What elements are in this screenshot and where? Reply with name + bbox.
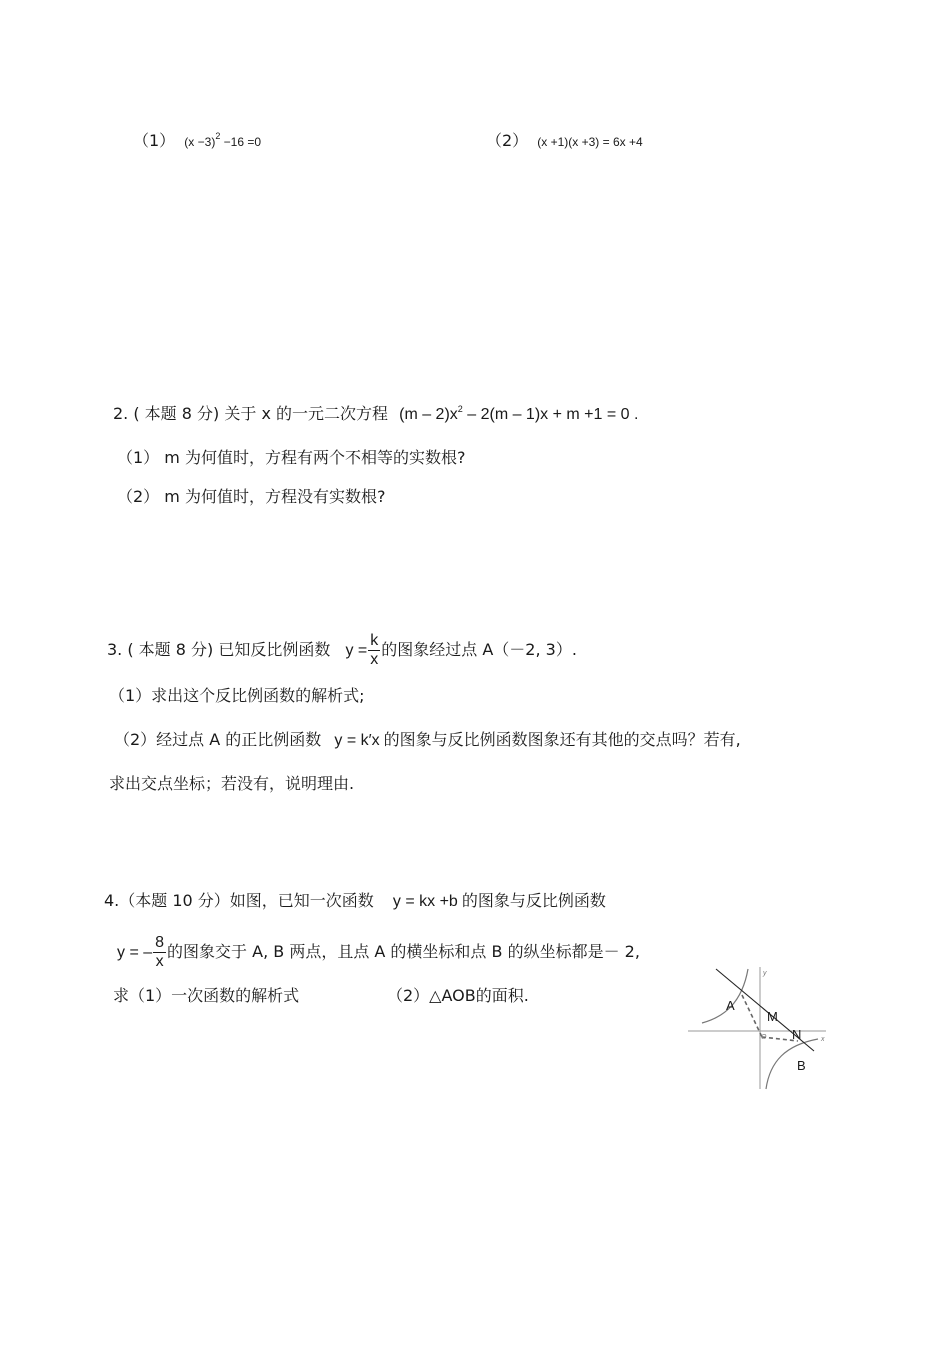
q1-part1 [133,131,261,152]
q1-part2 [486,131,643,152]
label-B: B [797,1058,806,1073]
label-x-axis: x [821,1036,825,1043]
function-graph-figure [686,965,831,1093]
q2-sub2: （2） m 为何值时，方程没有实数根? [117,487,386,506]
q3-header: 3. ( 本题 8 分) 已知反比例函数 y = $\frac{k}{x}$ 的图象经过点 A（－2, 3）. [107,632,577,668]
q1-part1-label: （1） [133,131,176,150]
q4-ask2: （2）△AOB的面积. [387,986,529,1005]
label-O: O [761,1034,767,1041]
label-N: N [792,1027,802,1042]
q4-line2: y = – $\frac{8}{x}$ 的图象交于 A, B 两点，且点 A 的横坐标和点 B 的纵坐标都是－ 2, [117,934,640,970]
q4-header: 4.（本题 10 分）如图，已知一次函数 y = kx +b 的图象与反比例函数 [104,891,606,910]
q3-direct-func: y = k′x [334,732,380,749]
q3-sub2-cont: 求出交点坐标；若没有，说明理由. [109,774,355,793]
q1-part1-equation: $(x -3)^2 -16 =0$ [184,131,262,149]
q1-part2-equation: (x +1)(x +3) = 6x +4 [537,135,643,149]
q3-sub1: （1）求出这个反比例函数的解析式; [109,686,365,705]
label-M: M [767,1009,778,1024]
q4-ask1: 求（1）一次函数的解析式 [113,986,300,1005]
q2-equation: $(m - 2)x^2 - 2(m - 1)x + m +1 = 0$ . [399,404,639,423]
hyperbola-lower-right [766,1039,818,1089]
label-A: A [726,998,735,1013]
q4-linear-func: y = kx +b [392,893,458,910]
label-y-axis: y [763,970,767,977]
q4-func2-lhs: y = – [117,944,153,961]
q3-fraction: $\frac{k}{x}$ [370,632,379,668]
q4-fraction: $\frac{8}{x}$ [155,934,165,970]
q2-header: 2. ( 本题 8 分) 关于 x 的一元二次方程 $(m - 2)x^2 - 2(m - 1)x + m +1 = 0$ . [113,404,639,423]
q1-part2-label: （2） [486,131,529,150]
q2-sub1: （1） m 为何值时，方程有两个不相等的实数根? [117,448,466,467]
q3-sub2: （2）经过点 A 的正比例函数 y = k′x 的图象与反比例函数图象还有其他的交点吗？若有, [114,730,741,749]
q3-func-lhs: y = [345,642,368,659]
